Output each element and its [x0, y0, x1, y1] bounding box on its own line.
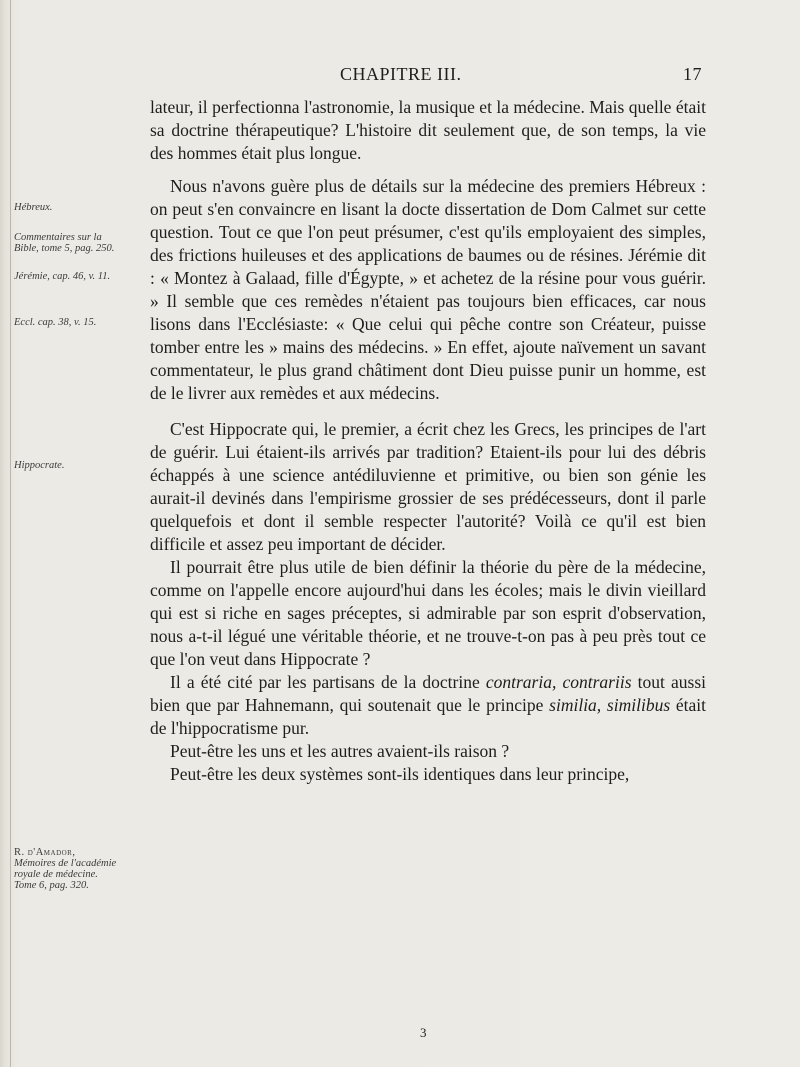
paragraph-5-text-a: Il a été cité par les partisans de la doctrine: [170, 672, 486, 692]
margin-note-eccl: Eccl. cap. 38, v. 15.: [14, 317, 97, 328]
paragraph-5: [150, 671, 706, 740]
paragraph-1: lateur, il perfectionna l'astronomie, la musique et la médecine. Mais quelle était sa doctrine thérapeutique? L'histoire dit seulement que, de son temps, la vie des hommes était plus longue.: [150, 97, 706, 163]
margin-note-commentaires: Commentaires sur la Bible, tome 5, pag. 250.: [14, 232, 115, 254]
margin-note-amador: [14, 847, 122, 891]
gutter-line: [10, 0, 11, 1067]
running-header: [340, 64, 702, 86]
paragraph-2: Nous n'avons guère plus de détails sur la médecine des premiers Hébreux : on peut s'en convaincre en lisant la docte dissertation de Dom Calmet sur cette question. Tout ce que l'on peut présumer, c'est qu'ils employaient des simples, des frictions huileuses et des applications de baumes ou de résines. Jérémie dit : « Montez à Galaad, fille d'Égypte, » et achetez de la résine pour vous guérir. » Il semble que ces remèdes n'étaient pas toujours bien efficaces, car nous lisons dans l'Ecclésiaste: « Que celui qui pêche contre son Créateur, puisse tomber entre les » mains des médecins. » En effet, ajoute naïvement un savant commentateur, le plus grand châtiment dont Dieu puisse punir un homme, est de le livrer aux remèdes et aux médecins.: [150, 176, 706, 403]
paragraph-7: Peut-être les deux systèmes sont-ils identiques dans leur principe,: [170, 764, 630, 784]
paragraph-6: Peut-être les uns et les autres avaient-ils raison ?: [170, 741, 510, 761]
margin-note-hebreux: Hébreux.: [14, 202, 53, 213]
page-number: 17: [683, 64, 702, 84]
margin-note-hippocrate: Hippocrate.: [14, 460, 65, 471]
term-contraria: contraria, contrariis: [485, 672, 632, 692]
signature-mark: 3: [420, 1025, 427, 1040]
paragraph-5-text-b: tout aussi bien que par Hahnemann, qui soutenait que le principe: [150, 672, 706, 715]
main-text: [150, 96, 706, 786]
term-similia: similia, similibus: [549, 695, 671, 715]
amador-name: R. d'Amador,: [14, 847, 76, 858]
paragraph-3: C'est Hippocrate qui, le premier, a écrit chez les Grecs, les principes de l'art de guérir. Lui étaient-ils arrivés par tradition? Etaient-ils pour lui des débris échappés à une science antédiluvienne et primitive, ou bien son génie les aurait-il devinés dans l'empirisme grossier de ses prédécesseurs, dont il parle quelquefois et dont il semble respecter l'autorité? Voilà ce qu'il est bien difficile et assez peu important de décider.: [150, 419, 706, 554]
chapter-title: CHAPITRE III.: [340, 64, 462, 84]
amador-reference: Mémoires de l'académie royale de médecine. Tome 6, pag. 320.: [14, 858, 117, 891]
paragraph-5-text-c: était de l'hippocratisme pur.: [150, 695, 707, 738]
margin-note-jeremie: Jérémie, cap. 46, v. 11.: [14, 271, 111, 282]
paragraph-4: Il pourrait être plus utile de bien définir la théorie du père de la médecine, comme on l'appelle encore aujourd'hui dans les écoles; mais le divin vieillard qui est si riche en sages préceptes, si admirable par son esprit d'observation, nous a-t-il légué une véritable théorie, et ne trouve-t-on pas à peu près tout ce que l'on veut dans Hippocrate ?: [150, 557, 706, 669]
